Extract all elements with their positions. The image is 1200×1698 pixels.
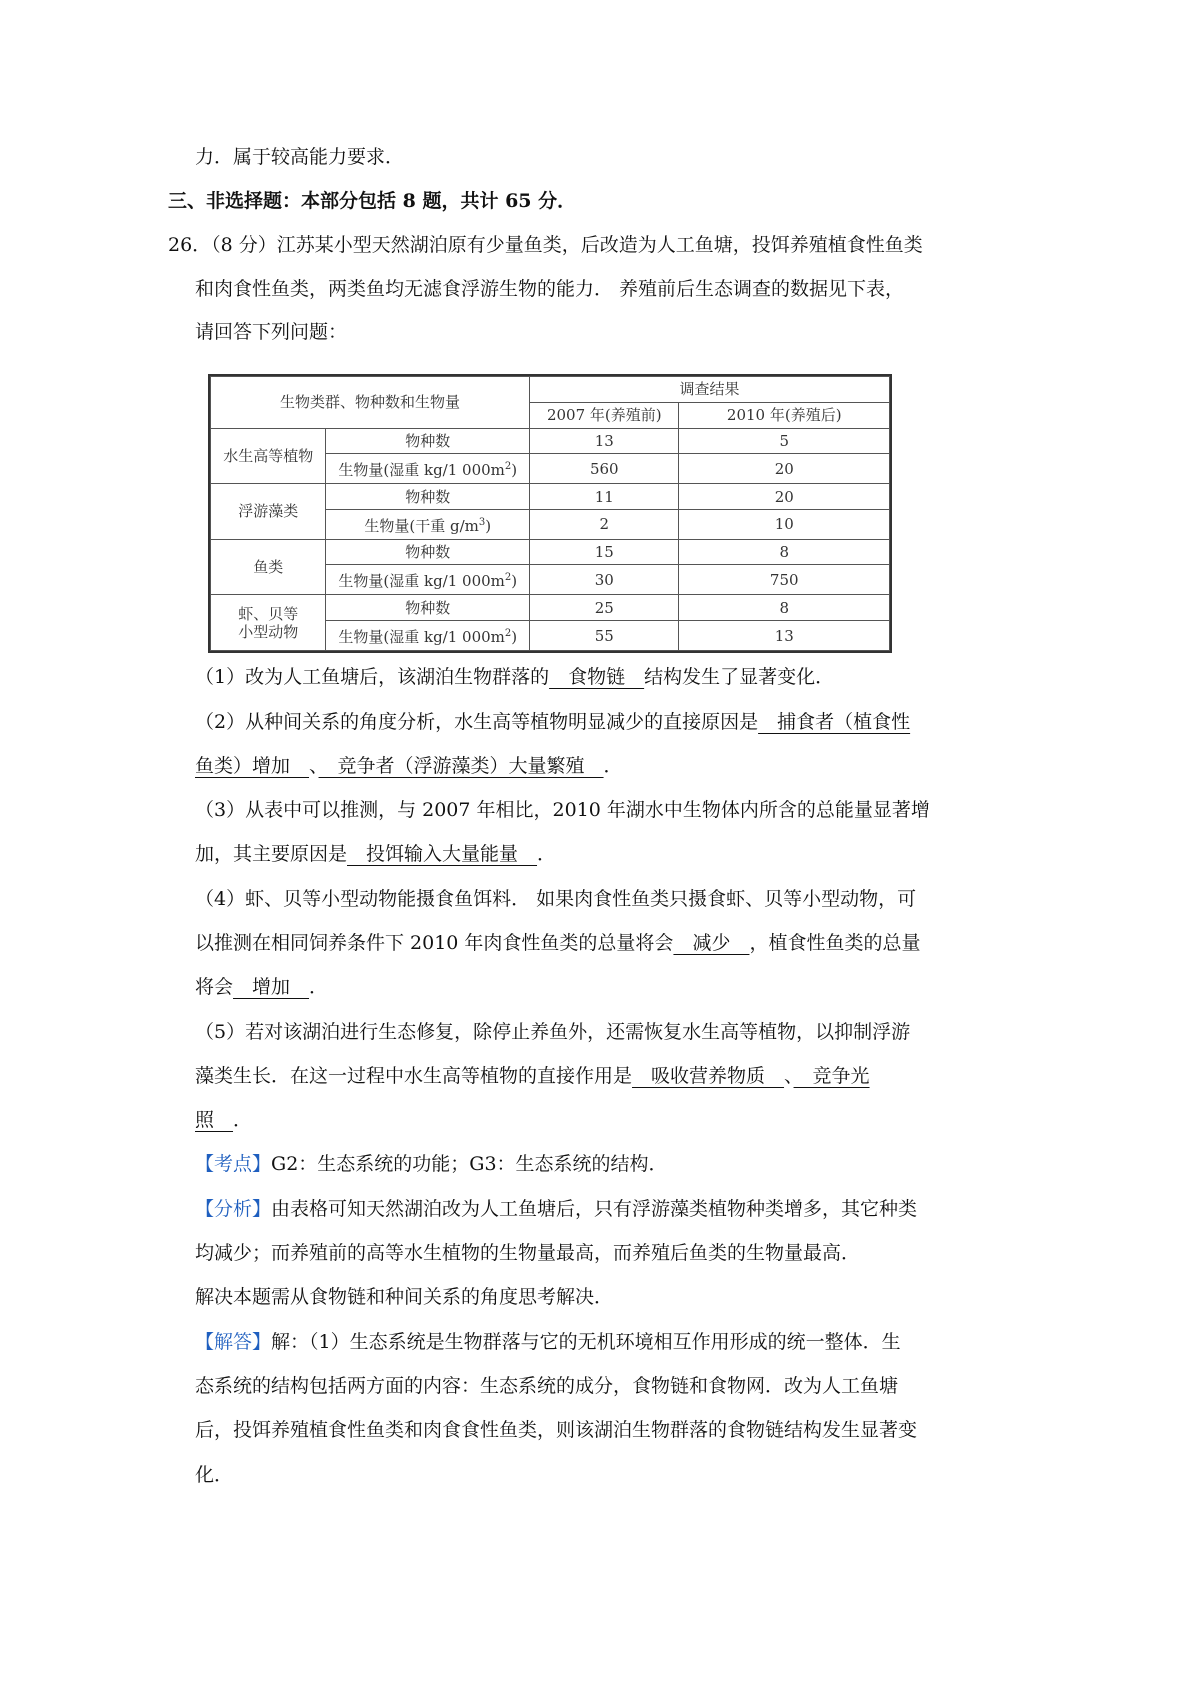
text-line: 化．	[195, 1464, 234, 1486]
table-value-cell: 750	[679, 565, 890, 595]
table-value-cell: 11	[530, 484, 679, 510]
subquestion-4: （4）虾、贝等小型动物能摄食鱼饵料． 如果肉食性鱼类只摄食虾、贝等小型动物，可	[195, 888, 917, 910]
answer-blank: 竞争者（浮游藻类）大量繁殖	[318, 755, 604, 777]
table-value-cell: 25	[530, 595, 679, 621]
subquestion-5-cont2: 照 ．	[195, 1109, 253, 1131]
answer-blank: 捕食者（植食性	[758, 711, 911, 733]
table-group-cell: 水生高等植物	[211, 428, 326, 484]
section-heading: 三、非选择题：本部分包括 8 题，共计 65 分．	[168, 190, 577, 212]
answer-blank: 吸收营养物质	[632, 1065, 785, 1087]
table-header-main: 生物类群、物种数和生物量	[211, 377, 530, 429]
table-value-cell: 30	[530, 565, 679, 595]
table-value-cell: 8	[679, 595, 890, 621]
text-line: 力．属于较高能力要求．	[195, 146, 405, 168]
text-line: 均减少；而养殖前的高等水生植物的生物量最高，而养殖后鱼类的生物量最高．	[195, 1242, 861, 1264]
kaodian-line: 【考点】G2：生态系统的功能；G3：生态系统的结构．	[195, 1153, 668, 1175]
table-metric-cell: 生物量(湿重 kg/1 $000m^2$)	[326, 565, 530, 595]
table-value-cell: 2	[530, 509, 679, 539]
answer-blank: 食物链	[549, 666, 645, 688]
jieda-line: 【解答】解：（1）生态系统是生物群落与它的无机环境相互作用形成的统一整体．生	[195, 1331, 901, 1353]
subquestion-4-cont: 以推测在相同饲养条件下 2010 年肉食性鱼类的总量将会 减少 ，植食性鱼类的总量	[195, 932, 921, 954]
table-value-cell: 560	[530, 454, 679, 484]
table-value-cell: 13	[679, 621, 890, 651]
table-metric-cell: 生物量(湿重 kg/1 $000m^2$)	[326, 454, 530, 484]
table-group-cell: 虾、贝等 小型动物	[211, 595, 326, 651]
subquestion-4-cont2: 将会 增加 ．	[195, 976, 329, 998]
subquestion-2: （2）从种间关系的角度分析，水生高等植物明显减少的直接原因是 捕食者（植食性	[195, 711, 911, 733]
text-line: 和肉食性鱼类，两类鱼均无滤食浮游生物的能力． 养殖前后生态调查的数据见下表，	[195, 278, 905, 300]
subquestion-3: （3）从表中可以推测，与 2007 年相比，2010 年湖水中生物体内所含的总能量显著增	[195, 799, 930, 821]
subquestion-5: （5）若对该湖泊进行生态修复，除停止养鱼外，还需恢复水生高等植物，以抑制浮游	[195, 1021, 911, 1043]
subquestion-3-cont: 加，其主要原因是 投饵输入大量能量 ．	[195, 843, 557, 865]
question-26-stem: 26．（8 分）江苏某小型天然湖泊原有少量鱼类，后改造为人工鱼塘，投饵养殖植食性鱼类	[168, 234, 923, 256]
table-metric-cell: 生物量(干重 $g/m^3$)	[326, 509, 530, 539]
table-value-cell: 55	[530, 621, 679, 651]
table-header-2007: 2007 年(养殖前)	[530, 402, 679, 428]
table-group-cell: 浮游藻类	[211, 484, 326, 540]
subquestion-5-cont: 藻类生长．在这一过程中水生高等植物的直接作用是 吸收营养物质 、 竞争光	[195, 1065, 870, 1087]
table-metric-cell: 物种数	[326, 595, 530, 621]
table-header-2010: 2010 年(养殖后)	[679, 402, 890, 428]
table-value-cell: 8	[679, 539, 890, 565]
table-metric-cell: 生物量(湿重 kg/1 $000m^2$)	[326, 621, 530, 651]
fenxi-tag: 【分析】	[195, 1198, 272, 1220]
text-line: 态系统的结构包括两方面的内容：生态系统的成分，食物链和食物网．改为人工鱼塘	[195, 1375, 899, 1397]
text-line: 解决本题需从食物链和种间关系的角度思考解决．	[195, 1286, 614, 1308]
answer-blank: 照	[195, 1109, 234, 1131]
table-value-cell: 13	[530, 428, 679, 454]
table-value-cell: 20	[679, 484, 890, 510]
table-header-group: 调查结果	[530, 377, 890, 403]
table-value-cell: 20	[679, 454, 890, 484]
answer-blank: 减少	[673, 932, 750, 954]
text-line: 后，投饵养殖植食性鱼类和肉食食性鱼类，则该湖泊生物群落的食物链结构发生显著变	[195, 1419, 918, 1441]
subquestion-1: （1）改为人工鱼塘后，该湖泊生物群落的 食物链 结构发生了显著变化．	[195, 666, 835, 688]
table-metric-cell: 物种数	[326, 428, 530, 454]
table-value-cell: 15	[530, 539, 679, 565]
survey-table	[208, 374, 892, 653]
table-value-cell: 10	[679, 509, 890, 539]
kaodian-tag: 【考点】	[195, 1153, 272, 1175]
table-metric-cell: 物种数	[326, 484, 530, 510]
text-line: 请回答下列问题：	[195, 321, 348, 343]
table-group-cell: 鱼类	[211, 539, 326, 595]
table-metric-cell: 物种数	[326, 539, 530, 565]
subquestion-2-cont: 鱼类）增加 、 竞争者（浮游藻类）大量繁殖 ．	[195, 755, 623, 777]
answer-blank: 增加	[233, 976, 310, 998]
answer-blank: 鱼类）增加	[195, 755, 310, 777]
answer-blank: 竞争光	[793, 1065, 870, 1087]
jieda-tag: 【解答】	[195, 1331, 272, 1353]
fenxi-line: 【分析】由表格可知天然湖泊改为人工鱼塘后，只有浮游藻类植物种类增多，其它种类	[195, 1198, 918, 1220]
table-value-cell: 5	[679, 428, 890, 454]
answer-blank: 投饵输入大量能量	[347, 843, 538, 865]
